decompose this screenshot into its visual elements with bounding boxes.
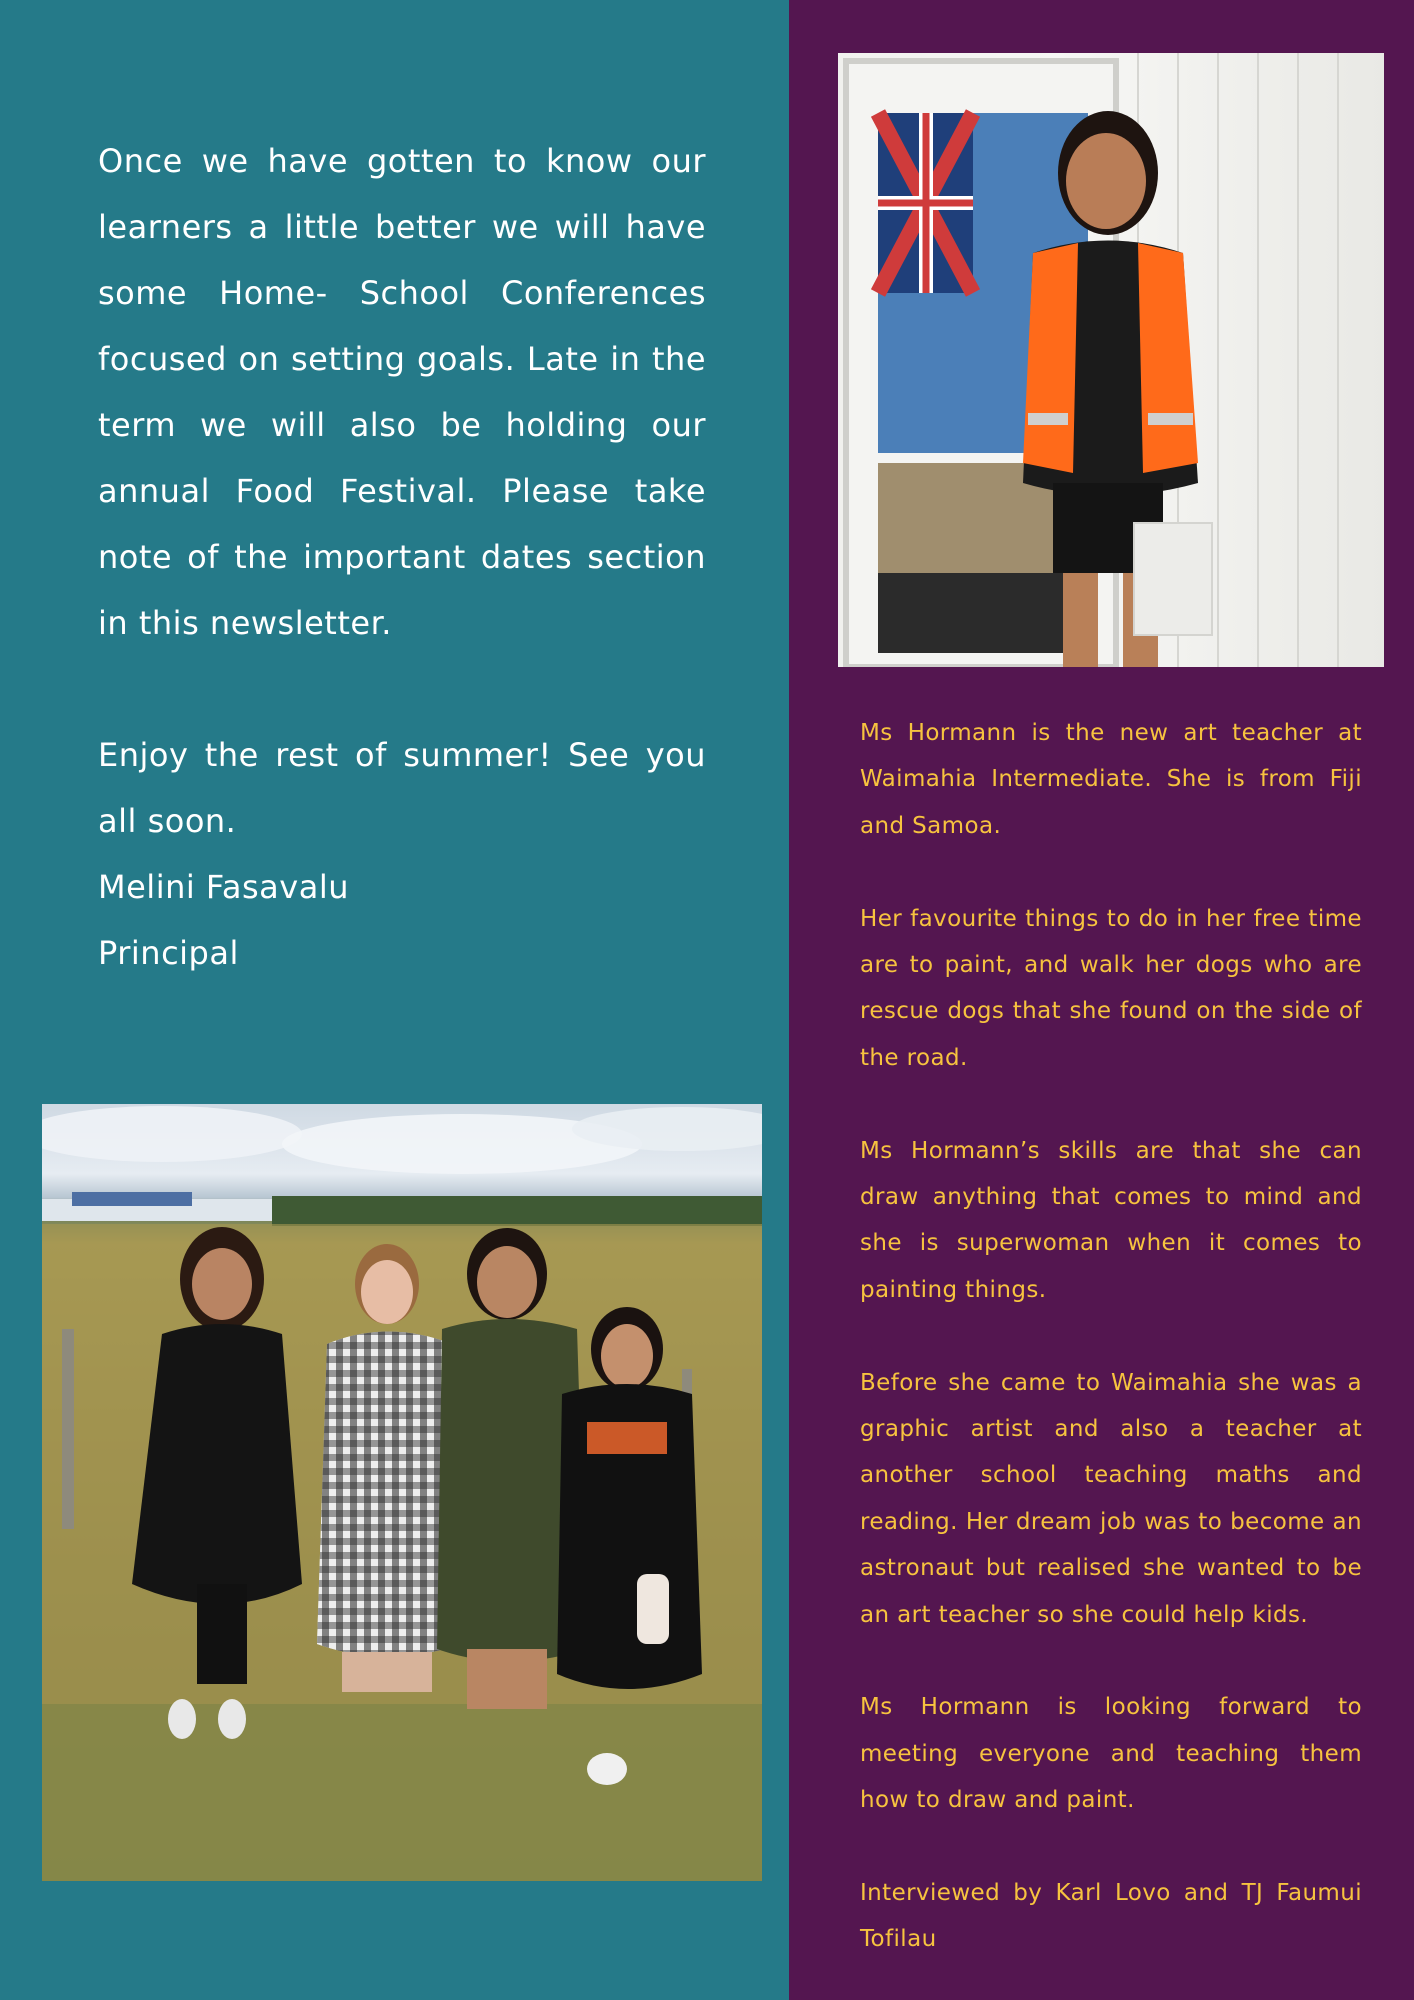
teacher-portrait-photo [838,53,1384,667]
teacher-interview [860,710,1362,1963]
interview-paragraph-1: Ms Hormann is the new art teacher at Waimahia Intermediate. She is from Fiji and Samoa. [860,720,1362,839]
message-paragraph-2: Enjoy the rest of summer! See you all soon. [98,736,706,840]
interview-paragraph-2: Her favourite things to do in her free time are to paint, and walk her dogs who are rescue dogs that she found on the side of the road. [860,905,1362,1071]
interview-paragraph-3: Ms Hormann’s skills are that she can draw anything that comes to mind and she is superwoman when it comes to painting things. [860,1137,1362,1303]
interview-credit: Interviewed by Karl Lovo and TJ Faumui Tofilau [860,1880,1362,1953]
principal-message [98,128,706,986]
interview-paragraph-4: Before she came to Waimahia she was a graphic artist and also a teacher at another school teaching maths and reading. Her dream job was to become an astronaut but realised she wanted to be an art teacher so she could help kids. [860,1369,1362,1628]
signature-name: Melini Fasavalu [98,868,349,906]
signature-title: Principal [98,934,239,972]
group-photo [42,1104,762,1881]
interview-paragraph-5: Ms Hormann is looking forward to meeting everyone and teaching them how to draw and paint. [860,1694,1362,1814]
message-paragraph-1: Once we have gotten to know our learners a little better we will have some Home- School Conferences focused on setting goals. Late in the term we will also be holding our annual Food Festival. Please take note of the important dates section in this newsletter. [98,142,706,642]
